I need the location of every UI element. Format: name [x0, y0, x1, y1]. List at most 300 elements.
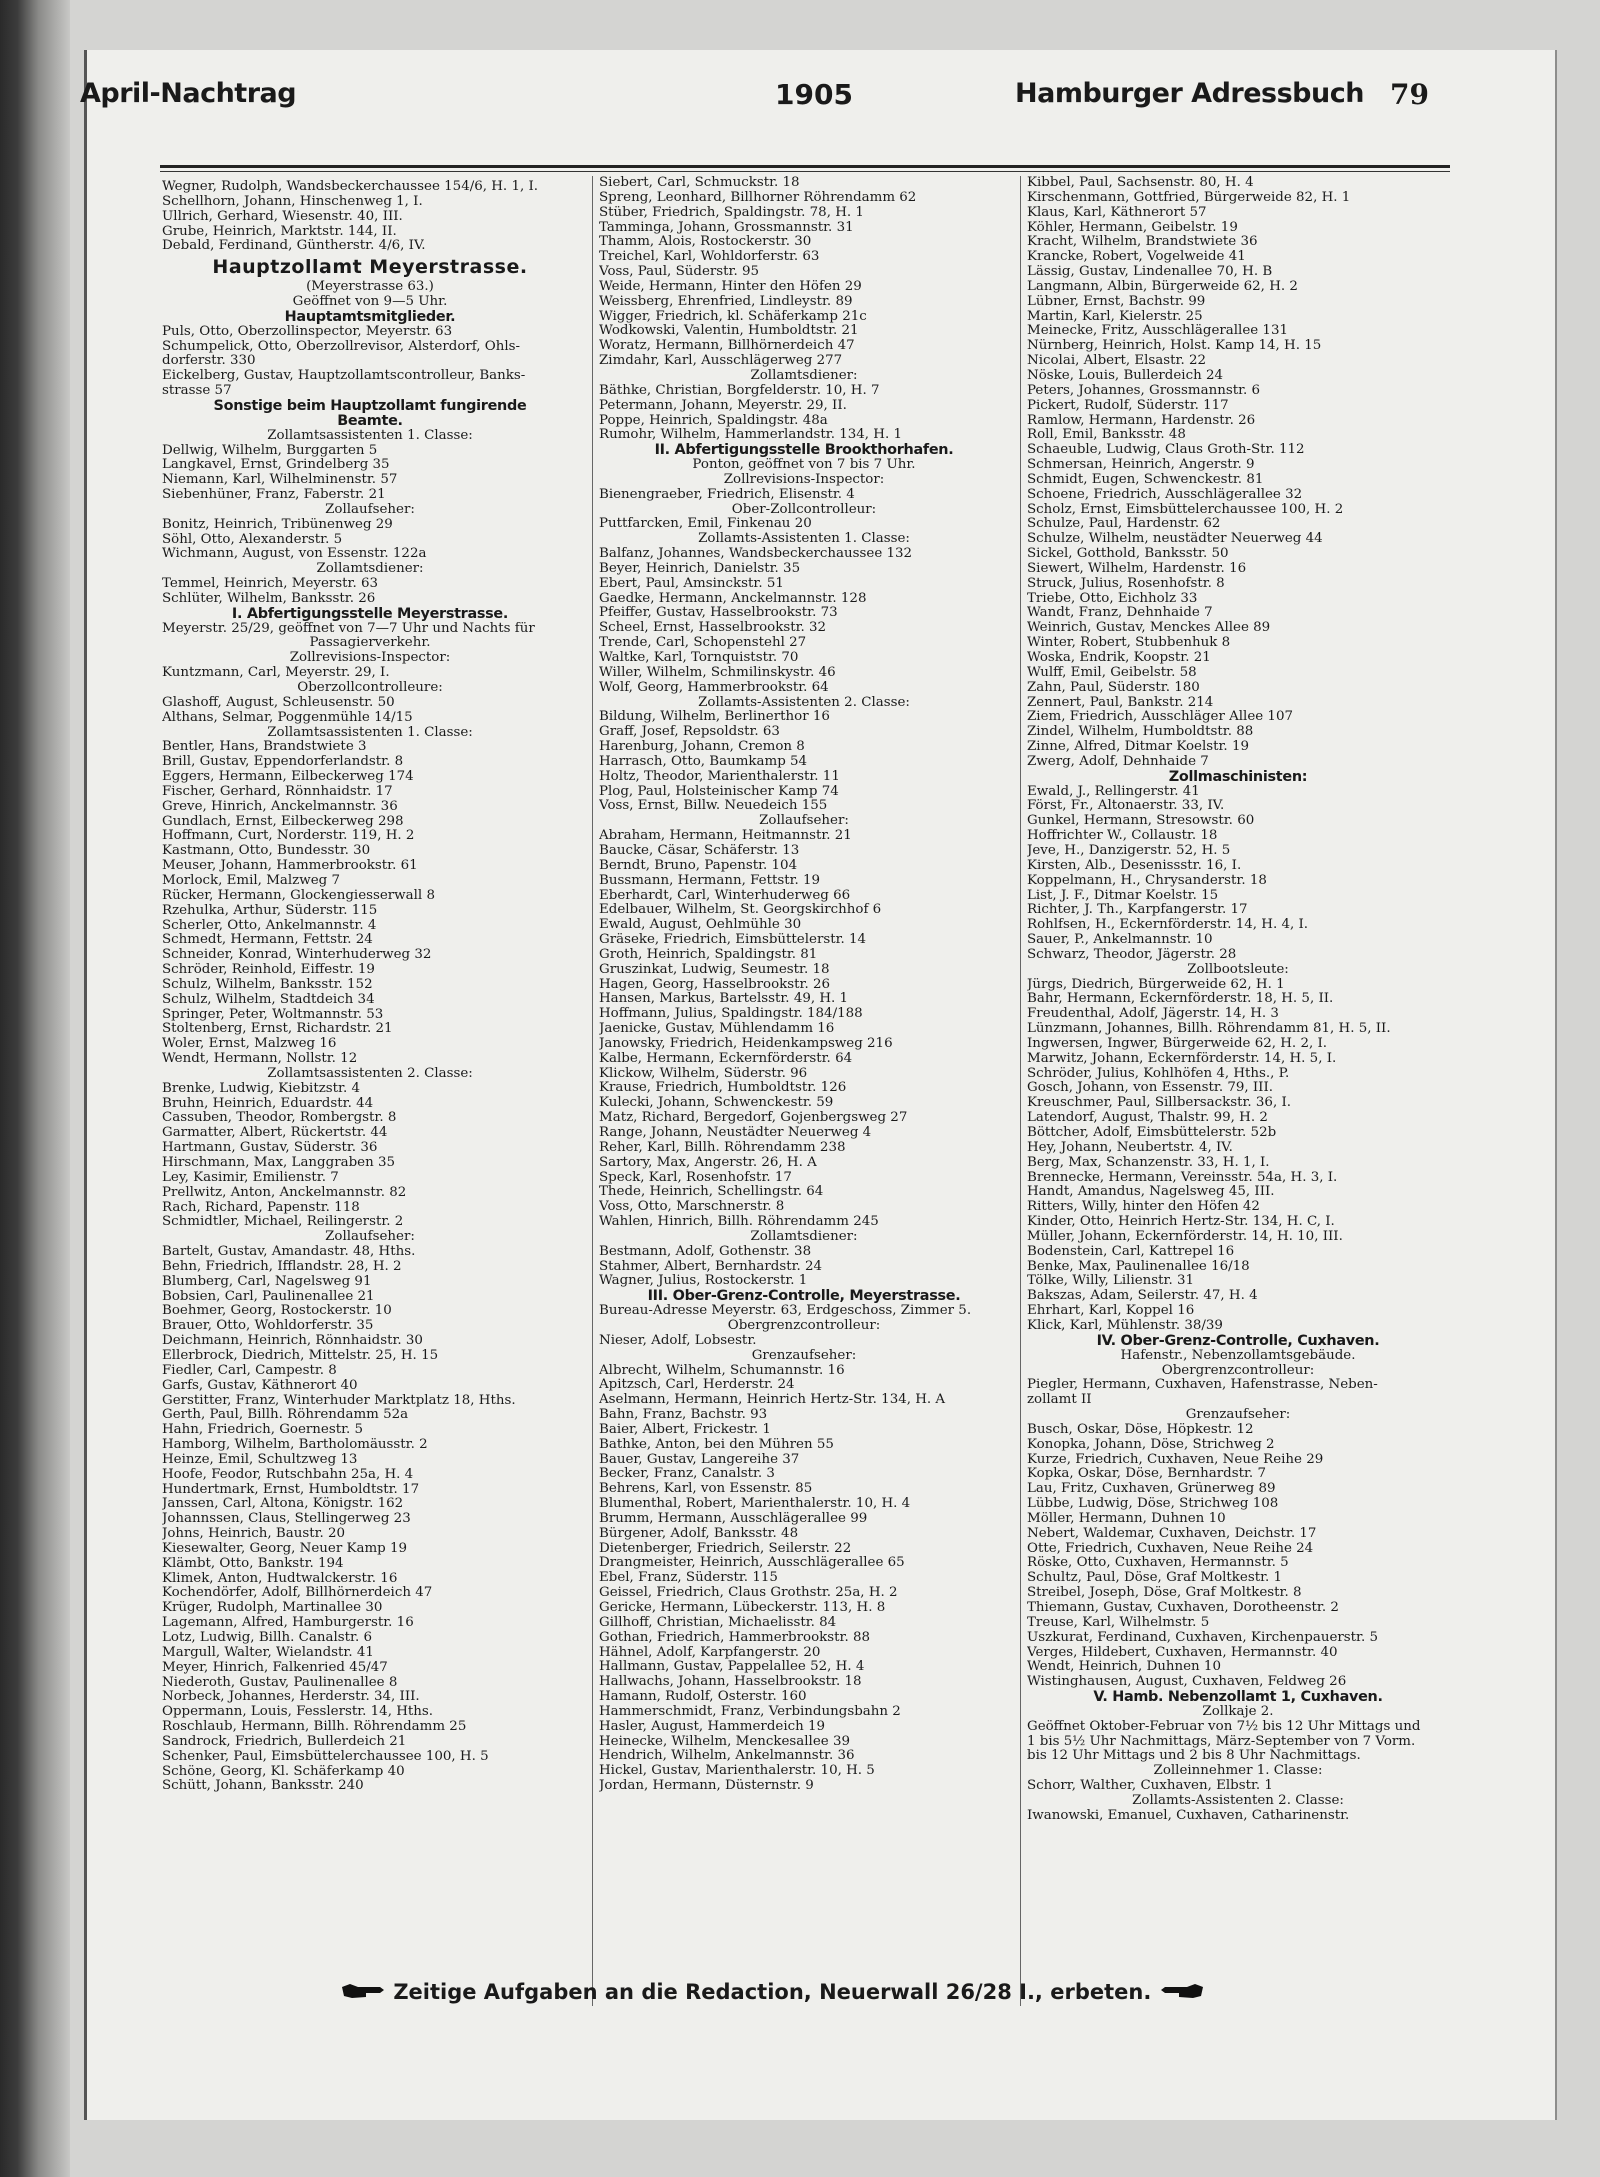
- directory-entry: Brennecke, Hermann, Vereinsstr. 54a, H. 3, I.: [1027, 1170, 1338, 1185]
- rank-heading: Ponton, geöffnet von 7 bis 7 Uhr.: [692, 458, 916, 473]
- directory-entry: Schulz, Wilhelm, Banksstr. 152: [162, 977, 373, 992]
- section-heading: Beamte.: [337, 412, 403, 429]
- directory-entry: Lotz, Ludwig, Billh. Canalstr. 6: [162, 1631, 372, 1645]
- directory-entry: Bauer, Gustav, Langereihe 37: [599, 1452, 800, 1467]
- directory-entry: Schmidtler, Michael, Reilingerstr. 2: [162, 1215, 404, 1230]
- directory-entry: Ramlow, Hermann, Hardenstr. 26: [1027, 413, 1256, 428]
- directory-entry: Puls, Otto, Oberzollinspector, Meyerstr. 63: [162, 324, 453, 339]
- directory-entry: Blumberg, Carl, Nagelsweg 91: [162, 1274, 372, 1289]
- directory-entry: Woler, Ernst, Malzweg 16: [162, 1037, 337, 1052]
- directory-entry: Woska, Endrik, Koopstr. 21: [1027, 651, 1211, 665]
- directory-entry: Reher, Karl, Billh. Röhrendamm 238: [599, 1140, 846, 1155]
- directory-entry: Röske, Otto, Cuxhaven, Hermannstr. 5: [1027, 1556, 1289, 1571]
- section-heading: Zollmaschinisten:: [1168, 768, 1308, 785]
- directory-entry: Weide, Hermann, Hinter den Höfen 29: [599, 279, 862, 294]
- rank-heading: Oberzollcontrolleure:: [297, 681, 443, 695]
- directory-entry: Otte, Friedrich, Cuxhaven, Neue Reihe 24: [1027, 1541, 1314, 1556]
- directory-entry: Zwerg, Adolf, Dehnhaide 7: [1027, 754, 1209, 769]
- directory-entry: Ritters, Willy, hinter den Höfen 42: [1027, 1200, 1260, 1215]
- directory-entry: Berg, Max, Schanzenstr. 33, H. 1, I.: [1027, 1155, 1270, 1170]
- directory-entry: Bureau-Adresse Meyerstr. 63, Erdgeschoss, Zimmer 5.: [599, 1304, 972, 1319]
- directory-entry: Bodenstein, Carl, Kattrepel 16: [1027, 1244, 1235, 1259]
- directory-entry: List, J. F., Ditmar Koelstr. 15: [1027, 888, 1219, 903]
- directory-entry: Brill, Gustav, Eppendorferlandstr. 8: [162, 755, 404, 770]
- directory-entry: Jordan, Hermann, Düsternstr. 9: [599, 1779, 814, 1794]
- directory-entry: Prellwitz, Anton, Anckelmannstr. 82: [162, 1185, 407, 1200]
- rank-heading: Geöffnet von 9—5 Uhr.: [292, 295, 448, 310]
- directory-entry: Zimdahr, Karl, Ausschlägerweg 277: [599, 354, 843, 369]
- directory-entry: Drangmeister, Heinrich, Ausschlägerallee 65: [599, 1556, 905, 1571]
- directory-entry: Schorr, Walther, Cuxhaven, Elbstr. 1: [1027, 1779, 1273, 1794]
- directory-entry: Streibel, Joseph, Döse, Graf Moltkestr. 8: [1027, 1586, 1302, 1601]
- directory-entry: Janssen, Carl, Altona, Königstr. 162: [162, 1497, 404, 1512]
- directory-entry: Gerstitter, Franz, Winterhuder Marktplatz 18, Hths.: [162, 1393, 516, 1408]
- section-heading: V. Hamb. Nebenzollamt 1, Cuxhaven.: [1093, 1689, 1383, 1706]
- directory-entry: Speck, Karl, Rosenhofstr. 17: [599, 1170, 792, 1185]
- header-rule-thin: [160, 171, 1450, 172]
- rank-heading: Zollamtsdiener:: [316, 562, 424, 577]
- directory-entry: Schulze, Wilhelm, neustädter Neuerweg 44: [1027, 532, 1323, 547]
- directory-entry: Stoltenberg, Ernst, Richardstr. 21: [162, 1022, 393, 1037]
- directory-entry: Gerth, Paul, Billh. Röhrendamm 52a: [162, 1408, 409, 1423]
- header-year: 1905: [775, 78, 853, 111]
- directory-entry: Hoofe, Feodor, Rutschbahn 25a, H. 4: [162, 1467, 414, 1482]
- directory-entry: Jaenicke, Gustav, Mühlendamm 16: [599, 1022, 835, 1037]
- directory-entry: Struck, Julius, Rosenhofstr. 8: [1027, 576, 1225, 591]
- header-section: April-Nachtrag: [80, 78, 297, 109]
- directory-entry: Gräseke, Friedrich, Eimsbüttelerstr. 14: [599, 933, 867, 948]
- directory-entry: Waltke, Karl, Tornquiststr. 70: [599, 651, 799, 665]
- directory-entry: Böttcher, Adolf, Eimsbüttelerstr. 52b: [1027, 1126, 1277, 1140]
- directory-entry: Fischer, Gerhard, Rönnhaidstr. 17: [162, 784, 393, 799]
- directory-entry: Woratz, Hermann, Billhörnerdeich 47: [599, 339, 855, 354]
- directory-entry: Rzehulka, Arthur, Süderstr. 115: [162, 903, 378, 918]
- directory-entry: Meinecke, Fritz, Ausschlägerallee 131: [1027, 324, 1288, 339]
- directory-entry: Baier, Albert, Frickestr. 1: [599, 1422, 771, 1437]
- rank-heading: Zollaufseher:: [325, 1230, 415, 1245]
- directory-entry: Klimek, Anton, Hudtwalckerstr. 16: [162, 1571, 398, 1586]
- rank-heading: Zollaufseher:: [759, 814, 849, 829]
- section-heading: I. Abfertigungsstelle Meyerstrasse.: [231, 605, 509, 622]
- directory-entry: Hamann, Rudolf, Osterstr. 160: [599, 1690, 807, 1705]
- directory-entry: Rach, Richard, Papenstr. 118: [162, 1200, 360, 1215]
- directory-entry: Tamminga, Johann, Grossmannstr. 31: [599, 220, 854, 235]
- directory-entry: Rumohr, Wilhelm, Hammerlandstr. 134, H. 1: [599, 428, 902, 443]
- directory-entry: Kirsten, Alb., Desenissstr. 16, I.: [1027, 858, 1242, 873]
- directory-entry: Behn, Friedrich, Ifflandstr. 28, H. 2: [162, 1259, 402, 1274]
- section-heading: III. Ober-Grenz-Controlle, Meyerstrasse.: [647, 1288, 961, 1305]
- directory-entry: Apitzsch, Carl, Herderstr. 24: [599, 1378, 795, 1393]
- rank-heading: Obergrenzcontrolleur:: [1161, 1363, 1315, 1378]
- directory-entry: Voss, Paul, Süderstr. 95: [599, 265, 759, 280]
- rank-heading: Zollamts-Assistenten 2. Classe:: [698, 695, 910, 710]
- directory-entry: Harenburg, Johann, Cremon 8: [599, 740, 805, 755]
- directory-entry: Bienengraeber, Friedrich, Elisenstr. 4: [599, 487, 855, 502]
- directory-entry: Nieser, Adolf, Lobsestr.: [599, 1333, 757, 1348]
- directory-entry: Möller, Hermann, Duhnen 10: [1027, 1511, 1226, 1526]
- directory-entry: Bildung, Wilhelm, Berlinerthor 16: [599, 710, 830, 725]
- directory-entry: Schmedt, Hermann, Fettstr. 24: [162, 933, 373, 948]
- directory-entry: Kalbe, Hermann, Eckernförderstr. 64: [599, 1051, 853, 1066]
- directory-entry: Müller, Johann, Eckernförderstr. 14, H. 10, III.: [1027, 1229, 1343, 1244]
- directory-entry: Treichel, Karl, Wohldorferstr. 63: [599, 250, 820, 265]
- directory-entry: Oppermann, Louis, Fesslerstr. 14, Hths.: [162, 1705, 434, 1720]
- directory-entry: Garmatter, Albert, Rückertstr. 44: [162, 1126, 388, 1141]
- header-rule: [160, 165, 1450, 168]
- directory-entry: Puttfarcken, Emil, Finkenau 20: [599, 517, 812, 532]
- directory-entry: Boehmer, Georg, Rostockerstr. 10: [162, 1304, 392, 1319]
- directory-entry: Thede, Heinrich, Schellingstr. 64: [599, 1185, 824, 1200]
- directory-entry: Winter, Robert, Stubbenhuk 8: [1027, 636, 1231, 651]
- rank-heading: Zollrevisions-Inspector:: [723, 472, 885, 487]
- directory-entry: Kulecki, Johann, Schwenckestr. 59: [599, 1096, 834, 1111]
- directory-entry: Schöne, Georg, Kl. Schäferkamp 40: [162, 1764, 405, 1779]
- rank-heading: Obergrenzcontrolleur:: [727, 1318, 881, 1333]
- directory-entry: Garfs, Gustav, Käthnerort 40: [162, 1378, 358, 1393]
- directory-entry: Bestmann, Adolf, Gothenstr. 38: [599, 1244, 812, 1259]
- directory-entry: Ewald, J., Rellingerstr. 41: [1027, 784, 1200, 799]
- directory-entry: Wendt, Heinrich, Duhnen 10: [1027, 1660, 1221, 1675]
- directory-entry: Weinrich, Gustav, Menckes Allee 89: [1027, 621, 1271, 636]
- directory-entry: Hallmann, Gustav, Pappelallee 52, H. 4: [599, 1660, 865, 1675]
- directory-entry: zollamt II: [1027, 1393, 1092, 1408]
- directory-entry: Siewert, Wilhelm, Hardenstr. 16: [1027, 561, 1247, 576]
- directory-entry: Althans, Selmar, Poggenmühle 14/15: [162, 710, 413, 725]
- directory-entry: Hoffmann, Curt, Norderstr. 119, H. 2: [162, 829, 415, 844]
- directory-entry: Wodkowski, Valentin, Humboldtstr. 21: [599, 324, 859, 339]
- directory-entry: Hickel, Gustav, Marienthalerstr. 10, H. 5: [599, 1764, 875, 1779]
- directory-entry: Scherler, Otto, Ankelmannstr. 4: [162, 918, 377, 933]
- directory-entry: Graff, Josef, Repsoldstr. 63: [599, 725, 780, 740]
- directory-entry: Edelbauer, Wilhelm, St. Georgskirchhof 6: [599, 903, 882, 918]
- footer-text: Zeitige Aufgaben an die Redaction, Neuerwall 26/28 I., erbeten.: [393, 1980, 1152, 2004]
- directory-entry: Bürgener, Adolf, Banksstr. 48: [599, 1526, 799, 1541]
- directory-entry: Schultz, Paul, Döse, Graf Moltkestr. 1: [1027, 1571, 1283, 1586]
- directory-entry: Willer, Wilhelm, Schmilinskystr. 46: [599, 665, 836, 680]
- directory-entry: Scheel, Ernst, Hasselbrookstr. 32: [599, 621, 827, 636]
- directory-entry: Albrecht, Wilhelm, Schumannstr. 16: [599, 1363, 845, 1378]
- directory-entry: Richter, J. Th., Karpfangerstr. 17: [1027, 903, 1248, 918]
- directory-entry: Latendorf, August, Thalstr. 99, H. 2: [1027, 1111, 1268, 1126]
- directory-entry: Klick, Karl, Mühlenstr. 38/39: [1027, 1318, 1223, 1333]
- directory-entry: Stüber, Friedrich, Spaldingstr. 78, H. 1: [599, 205, 864, 220]
- directory-entry: Deichmann, Heinrich, Rönnhaidstr. 30: [162, 1334, 423, 1349]
- directory-entry: Klickow, Wilhelm, Süderstr. 96: [599, 1066, 808, 1081]
- rank-heading: Zollrevisions-Inspector:: [289, 651, 451, 666]
- rank-heading: (Meyerstrasse 63.): [306, 280, 434, 295]
- directory-entry: Krause, Friedrich, Humboldtstr. 126: [599, 1081, 847, 1096]
- directory-entry: Gillhoff, Christian, Michaelisstr. 84: [599, 1615, 837, 1630]
- directory-entry: Johannssen, Claus, Stellingerweg 23: [162, 1512, 411, 1527]
- directory-entry: Kiesewalter, Georg, Neuer Kamp 19: [162, 1541, 408, 1556]
- directory-entry: Busch, Oskar, Döse, Höpkestr. 12: [1027, 1422, 1254, 1437]
- directory-entry: Jeve, H., Danzigerstr. 52, H. 5: [1027, 843, 1231, 858]
- directory-entry: Baucke, Cäsar, Schäferstr. 13: [599, 843, 800, 858]
- directory-entry: Thiemann, Gustav, Cuxhaven, Dorotheenstr. 2: [1027, 1601, 1339, 1615]
- directory-entry: Piegler, Hermann, Cuxhaven, Hafenstrasse, Neben-: [1027, 1378, 1378, 1393]
- directory-entry: Handt, Amandus, Nagelsweg 45, III.: [1027, 1185, 1275, 1200]
- directory-entry: strasse 57: [162, 384, 232, 399]
- directory-entry: Heinze, Emil, Schultzweg 13: [162, 1452, 358, 1467]
- directory-entry: Kopka, Oskar, Döse, Bernhardstr. 7: [1027, 1467, 1266, 1482]
- directory-entry: Nicolai, Albert, Elsastr. 22: [1027, 354, 1207, 369]
- directory-entry: Sandrock, Friedrich, Bullerdeich 21: [162, 1734, 407, 1749]
- footer-notice: [340, 1980, 1440, 2006]
- directory-entry: Bruhn, Heinrich, Eduardstr. 44: [162, 1096, 374, 1111]
- directory-entry: Roll, Emil, Banksstr. 48: [1027, 428, 1186, 443]
- directory-entry: Abraham, Hermann, Heitmannstr. 21: [599, 829, 852, 844]
- directory-entry: Meyerstr. 25/29, geöffnet von 7—7 Uhr und Nachts für: [162, 621, 535, 636]
- directory-entry: Bahr, Hermann, Eckernförderstr. 18, H. 5, II.: [1027, 992, 1334, 1007]
- directory-entry: Sauer, P., Ankelmannstr. 10: [1027, 933, 1213, 948]
- directory-entry: Kinder, Otto, Heinrich Hertz-Str. 134, H. C, I.: [1027, 1215, 1335, 1230]
- directory-entry: Iwanowski, Emanuel, Cuxhaven, Catharinenstr.: [1027, 1808, 1350, 1823]
- directory-entry: 1 bis 5½ Uhr Nachmittags, März-September von 7 Vorm.: [1027, 1734, 1416, 1749]
- directory-entry: Balfanz, Johannes, Wandsbeckerchaussee 132: [599, 547, 913, 562]
- directory-entry: Niederoth, Gustav, Paulinenallee 8: [162, 1675, 398, 1690]
- rank-heading: Zollamtsassistenten 1. Classe:: [267, 725, 473, 740]
- directory-entry: Koppelmann, H., Chrysanderstr. 18: [1027, 873, 1267, 888]
- directory-entry: Kracht, Wilhelm, Brandstwiete 36: [1027, 235, 1258, 250]
- directory-entry: Hoffmann, Julius, Spaldingstr. 184/188: [599, 1007, 863, 1022]
- directory-entry: Pfeiffer, Gustav, Hasselbrookstr. 73: [599, 606, 838, 621]
- directory-entry: Langkavel, Ernst, Grindelberg 35: [162, 458, 390, 473]
- directory-entry: Range, Johann, Neustädter Neuerweg 4: [599, 1126, 872, 1140]
- page-number: 79: [1390, 78, 1429, 111]
- directory-entry: Kochendörfer, Adolf, Billhörnerdeich 47: [162, 1586, 433, 1601]
- directory-entry: Voss, Otto, Marschnerstr. 8: [599, 1200, 785, 1215]
- directory-entry: Schneider, Konrad, Winterhuderweg 32: [162, 948, 432, 963]
- directory-entry: Temmel, Heinrich, Meyerstr. 63: [162, 577, 379, 592]
- directory-entry: Kastmann, Otto, Bundesstr. 30: [162, 844, 371, 859]
- directory-entry: Först, Fr., Altonaerstr. 33, IV.: [1027, 799, 1225, 814]
- directory-entry: Hasler, August, Hammerdeich 19: [599, 1719, 826, 1734]
- directory-entry: Wulff, Emil, Geibelstr. 58: [1027, 665, 1197, 680]
- directory-entry: Krüger, Rudolph, Martinallee 30: [162, 1601, 383, 1616]
- directory-entry: Siebert, Carl, Schmuckstr. 18: [599, 176, 800, 190]
- column-2: [592, 176, 1009, 2006]
- directory-entry: Eggers, Hermann, Eilbeckerweg 174: [162, 770, 414, 785]
- directory-entry: Hirschmann, Max, Langgraben 35: [162, 1156, 396, 1170]
- directory-entry: Spreng, Leonhard, Billhorner Röhrendamm 62: [599, 190, 917, 205]
- directory-entry: Blumenthal, Robert, Marienthalerstr. 10, H. 4: [599, 1497, 911, 1512]
- directory-entry: Wegner, Rudolph, Wandsbeckerchaussee 154/6, H. 1, I.: [162, 180, 539, 194]
- directory-entry: Hendrich, Wilhelm, Ankelmannstr. 36: [599, 1749, 855, 1764]
- directory-entry: Stahmer, Albert, Bernhardstr. 24: [599, 1259, 823, 1274]
- rank-heading: Ober-Zollcontrolleur:: [731, 502, 877, 517]
- directory-entry: Ebert, Paul, Amsinckstr. 51: [599, 576, 784, 591]
- directory-entry: Brumm, Hermann, Ausschlägerallee 99: [599, 1511, 868, 1526]
- directory-entry: Hammerschmidt, Franz, Verbindungsbahn 2: [599, 1704, 901, 1719]
- directory-entry: Geöffnet Oktober-Februar von 7½ bis 12 Uhr Mittags und: [1027, 1719, 1421, 1734]
- directory-entry: Gothan, Friedrich, Hammerbrookstr. 88: [599, 1630, 871, 1645]
- directory-entry: Wigger, Friedrich, kl. Schäferkamp 21c: [599, 309, 867, 324]
- directory-entry: Sartory, Max, Angerstr. 26, H. A: [599, 1155, 817, 1170]
- directory-entry: Ingwersen, Ingwer, Bürgerweide 62, H. 2, I.: [1027, 1036, 1328, 1051]
- directory-entry: Ziem, Friedrich, Ausschläger Allee 107: [1027, 710, 1293, 725]
- directory-entry: Ellerbrock, Diedrich, Mittelstr. 25, H. 15: [162, 1348, 439, 1363]
- directory-entry: Becker, Franz, Canalstr. 3: [599, 1467, 775, 1482]
- directory-entry: Scholz, Ernst, Eimsbüttelerchaussee 100, H. 2: [1027, 502, 1344, 517]
- directory-entry: Hartmann, Gustav, Süderstr. 36: [162, 1141, 378, 1156]
- directory-entry: Bussmann, Hermann, Fettstr. 19: [599, 873, 821, 888]
- directory-entry: Pickert, Rudolf, Süderstr. 117: [1027, 398, 1229, 413]
- rank-heading: Zollamtsassistenten 1. Classe:: [267, 428, 473, 443]
- section-heading: IV. Ober-Grenz-Controlle, Cuxhaven.: [1096, 1332, 1380, 1349]
- rank-heading: Zollamtsassistenten 2. Classe:: [267, 1066, 473, 1081]
- directory-entry: Ebel, Franz, Süderstr. 115: [599, 1571, 778, 1586]
- directory-entry: Zahn, Paul, Süderstr. 180: [1027, 680, 1200, 695]
- directory-entry: Harrasch, Otto, Baumkamp 54: [599, 754, 808, 769]
- directory-entry: Schmidt, Eugen, Schwenckestr. 81: [1027, 472, 1264, 487]
- directory-entry: Gericke, Hermann, Lübeckerstr. 113, H. 8: [599, 1601, 886, 1615]
- directory-entry: Treuse, Karl, Wilhelmstr. 5: [1027, 1615, 1210, 1630]
- directory-entry: Sickel, Gotthold, Banksstr. 50: [1027, 547, 1229, 562]
- directory-entry: Bartelt, Gustav, Amandastr. 48, Hths.: [162, 1245, 416, 1260]
- rank-heading: Zolleinnehmer 1. Classe:: [1153, 1764, 1323, 1779]
- directory-entry: Groth, Heinrich, Spaldingstr. 81: [599, 947, 818, 962]
- directory-entry: Kirschenmann, Gottfried, Bürgerweide 82, H. 1: [1027, 190, 1351, 205]
- directory-entry: Brauer, Otto, Wohldorferstr. 35: [162, 1319, 374, 1334]
- rank-heading: Zollkaje 2.: [1202, 1704, 1274, 1719]
- directory-entry: Behrens, Karl, von Essenstr. 85: [599, 1482, 813, 1497]
- directory-entry: Wagner, Julius, Rostockerstr. 1: [599, 1274, 808, 1289]
- directory-entry: Schoene, Friedrich, Ausschlägerallee 32: [1027, 487, 1303, 502]
- directory-entry: Hamborg, Wilhelm, Bartholomäusstr. 2: [162, 1438, 428, 1453]
- section-heading: II. Abfertigungsstelle Brookthorhafen.: [654, 442, 954, 459]
- page-header: [80, 74, 1440, 124]
- directory-entry: Greve, Hinrich, Anckelmannstr. 36: [162, 799, 398, 814]
- directory-entry: Schellhorn, Johann, Hinschenweg 1, I.: [162, 194, 423, 209]
- directory-entry: Petermann, Johann, Meyerstr. 29, II.: [599, 398, 847, 413]
- rank-heading: Grenzaufseher:: [1185, 1408, 1291, 1423]
- directory-entry: Kuntzmann, Carl, Meyerstr. 29, I.: [162, 666, 390, 681]
- directory-entry: Tölke, Willy, Lilienstr. 31: [1027, 1274, 1195, 1289]
- directory-entry: Siebenhüner, Franz, Faberstr. 21: [162, 488, 386, 503]
- directory-entry: Meyer, Hinrich, Falkenried 45/47: [162, 1660, 388, 1675]
- directory-entry: Krancke, Robert, Vogelweide 41: [1027, 250, 1246, 265]
- directory-entry: Berndt, Bruno, Papenstr. 104: [599, 858, 798, 873]
- rank-heading: Passagierverkehr.: [309, 636, 431, 651]
- directory-entry: Konopka, Johann, Döse, Strichweg 2: [1027, 1437, 1275, 1452]
- directory-entry: Roschlaub, Hermann, Billh. Röhrendamm 25: [162, 1720, 467, 1735]
- directory-entry: Bobsien, Carl, Paulinenallee 21: [162, 1289, 375, 1304]
- directory-entry: Lübbe, Ludwig, Döse, Strichweg 108: [1027, 1497, 1279, 1512]
- directory-entry: Dietenberger, Friedrich, Seilerstr. 22: [599, 1541, 852, 1556]
- directory-entry: Aselmann, Hermann, Heinrich Hertz-Str. 134, H. A: [599, 1393, 946, 1408]
- directory-entry: Plog, Paul, Holsteinischer Kamp 74: [599, 784, 839, 799]
- directory-entry: Gunkel, Hermann, Stresowstr. 60: [1027, 814, 1255, 829]
- directory-entry: Dellwig, Wilhelm, Burggarten 5: [162, 443, 378, 458]
- directory-entry: Ullrich, Gerhard, Wiesenstr. 40, III.: [162, 209, 403, 224]
- directory-entry: Triebe, Otto, Eichholz 33: [1027, 591, 1198, 606]
- directory-entry: Schröder, Julius, Kohlhöfen 4, Hths., P.: [1027, 1066, 1290, 1081]
- directory-entry: Brenke, Ludwig, Kiebitzstr. 4: [162, 1081, 360, 1096]
- directory-entry: Hagen, Georg, Hasselbrookstr. 26: [599, 977, 831, 992]
- directory-entry: Hansen, Markus, Bartelsstr. 49, H. 1: [599, 992, 849, 1007]
- column-3: [1020, 176, 1449, 2006]
- directory-entry: Hahn, Friedrich, Goernestr. 5: [162, 1423, 364, 1438]
- rank-heading: Zollamts-Assistenten 2. Classe:: [1132, 1793, 1344, 1808]
- directory-entry: Schröder, Reinhold, Eiffestr. 19: [162, 963, 375, 978]
- directory-entry: Gruszinkat, Ludwig, Seumestr. 18: [599, 962, 830, 977]
- directory-entry: Wahlen, Hinrich, Billh. Röhrendamm 245: [599, 1215, 879, 1230]
- directory-entry: Margull, Walter, Wielandstr. 41: [162, 1645, 374, 1660]
- directory-entry: Gaedke, Hermann, Anckelmannstr. 128: [599, 591, 867, 606]
- directory-entry: Schlüter, Wilhelm, Banksstr. 26: [162, 591, 376, 606]
- directory-entry: Cassuben, Theodor, Rombergstr. 8: [162, 1111, 397, 1126]
- directory-entry: Voss, Ernst, Billw. Neuedeich 155: [599, 799, 828, 814]
- directory-entry: Kreuschmer, Paul, Sillbersackstr. 36, I.: [1027, 1096, 1292, 1111]
- directory-entry: Holtz, Theodor, Marienthalerstr. 11: [599, 769, 840, 784]
- column-1: [162, 180, 578, 1794]
- directory-entry: Wolf, Georg, Hammerbrookstr. 64: [599, 680, 829, 695]
- directory-entry: Glashoff, August, Schleusenstr. 50: [162, 695, 395, 710]
- directory-entry: Ewald, August, Oehlmühle 30: [599, 918, 802, 933]
- directory-entry: Kurze, Friedrich, Cuxhaven, Neue Reihe 29: [1027, 1452, 1324, 1467]
- directory-entry: Fiedler, Carl, Campestr. 8: [162, 1363, 337, 1378]
- directory-entry: Lübner, Ernst, Bachstr. 99: [1027, 294, 1206, 309]
- directory-entry: Thamm, Alois, Rostockerstr. 30: [599, 235, 812, 250]
- directory-entry: Verges, Hildebert, Cuxhaven, Hermannstr. 40: [1027, 1645, 1338, 1660]
- directory-entry: Hallwachs, Johann, Hasselbrookstr. 18: [599, 1675, 862, 1690]
- directory-entry: Wichmann, August, von Essenstr. 122a: [162, 547, 427, 562]
- directory-entry: Hoffrichter W., Collaustr. 18: [1027, 829, 1218, 844]
- directory-entry: Morlock, Emil, Malzweg 7: [162, 873, 340, 888]
- section-heading: Sonstige beim Hauptzollamt fungirende: [213, 397, 527, 414]
- directory-entry: Bentler, Hans, Brandstwiete 3: [162, 740, 367, 755]
- directory-entry: Eberhardt, Carl, Winterhuderweg 66: [599, 888, 851, 903]
- directory-entry: Söhl, Otto, Alexanderstr. 5: [162, 532, 343, 547]
- directory-entry: Schaeuble, Ludwig, Claus Groth-Str. 112: [1027, 443, 1305, 458]
- directory-entry: Rücker, Hermann, Glockengiesserwall 8: [162, 888, 435, 903]
- directory-entry: Lässig, Gustav, Lindenallee 70, H. B: [1027, 265, 1273, 280]
- directory-entry: Zindel, Wilhelm, Humboldtstr. 88: [1027, 725, 1254, 740]
- directory-entry: Wandt, Franz, Dehnhaide 7: [1027, 606, 1213, 621]
- directory-entry: Bahn, Franz, Bachstr. 93: [599, 1408, 768, 1423]
- directory-entry: Meuser, Johann, Hammerbrookstr. 61: [162, 859, 418, 874]
- directory-entry: Kibbel, Paul, Sachsenstr. 80, H. 4: [1027, 176, 1254, 190]
- section-heading: Hauptamtsmitglieder.: [284, 308, 456, 325]
- directory-entry: Rohlfsen, H., Eckernförderstr. 14, H. 4, I.: [1027, 918, 1309, 933]
- directory-entry: Peters, Johannes, Grossmannstr. 6: [1027, 383, 1261, 398]
- rank-heading: Zollamtsdiener:: [750, 368, 858, 383]
- directory-entry: Schumpelick, Otto, Oberzollrevisor, Alsterdorf, Ohls-: [162, 339, 521, 354]
- directory-entry: Uszkurat, Ferdinand, Cuxhaven, Kirchenpauerstr. 5: [1027, 1630, 1379, 1645]
- directory-entry: Niemann, Karl, Wilhelminenstr. 57: [162, 473, 398, 488]
- directory-entry: Schmersan, Heinrich, Angerstr. 9: [1027, 458, 1255, 473]
- rank-heading: Zollamtsdiener:: [750, 1229, 858, 1244]
- directory-entry: Bonitz, Heinrich, Tribünenweg 29: [162, 517, 393, 532]
- pointing-hand-right-icon: [340, 1981, 386, 2006]
- directory-entry: Marwitz, Johann, Eckernförderstr. 14, H. 5, I.: [1027, 1051, 1337, 1066]
- directory-entry: Hundertmark, Ernst, Humboldtstr. 17: [162, 1482, 420, 1497]
- directory-entry: Nebert, Waldemar, Cuxhaven, Deichstr. 17: [1027, 1526, 1317, 1541]
- directory-entry: Schwarz, Theodor, Jägerstr. 28: [1027, 947, 1237, 962]
- directory-entry: Heinecke, Wilhelm, Menckesallee 39: [599, 1734, 850, 1749]
- pointing-hand-left-icon: [1159, 1981, 1205, 2006]
- directory-entry: Klaus, Karl, Käthnerort 57: [1027, 205, 1207, 220]
- book-spine-shadow: [0, 0, 70, 2177]
- directory-entry: Matz, Richard, Bergedorf, Gojenbergsweg 27: [599, 1111, 908, 1126]
- directory-entry: Johns, Heinrich, Baustr. 20: [162, 1527, 346, 1542]
- directory-entry: Gundlach, Ernst, Eilbeckerweg 298: [162, 814, 404, 829]
- directory-entry: Jürgs, Diedrich, Bürgerweide 62, H. 1: [1027, 977, 1285, 992]
- directory-entry: Schulz, Wilhelm, Stadtdeich 34: [162, 992, 375, 1007]
- directory-entry: Geissel, Friedrich, Claus Grothstr. 25a, H. 2: [599, 1586, 898, 1601]
- directory-entry: Freudenthal, Adolf, Jägerstr. 14, H. 3: [1027, 1007, 1279, 1022]
- directory-entry: Wistinghausen, August, Cuxhaven, Feldweg 26: [1027, 1675, 1347, 1690]
